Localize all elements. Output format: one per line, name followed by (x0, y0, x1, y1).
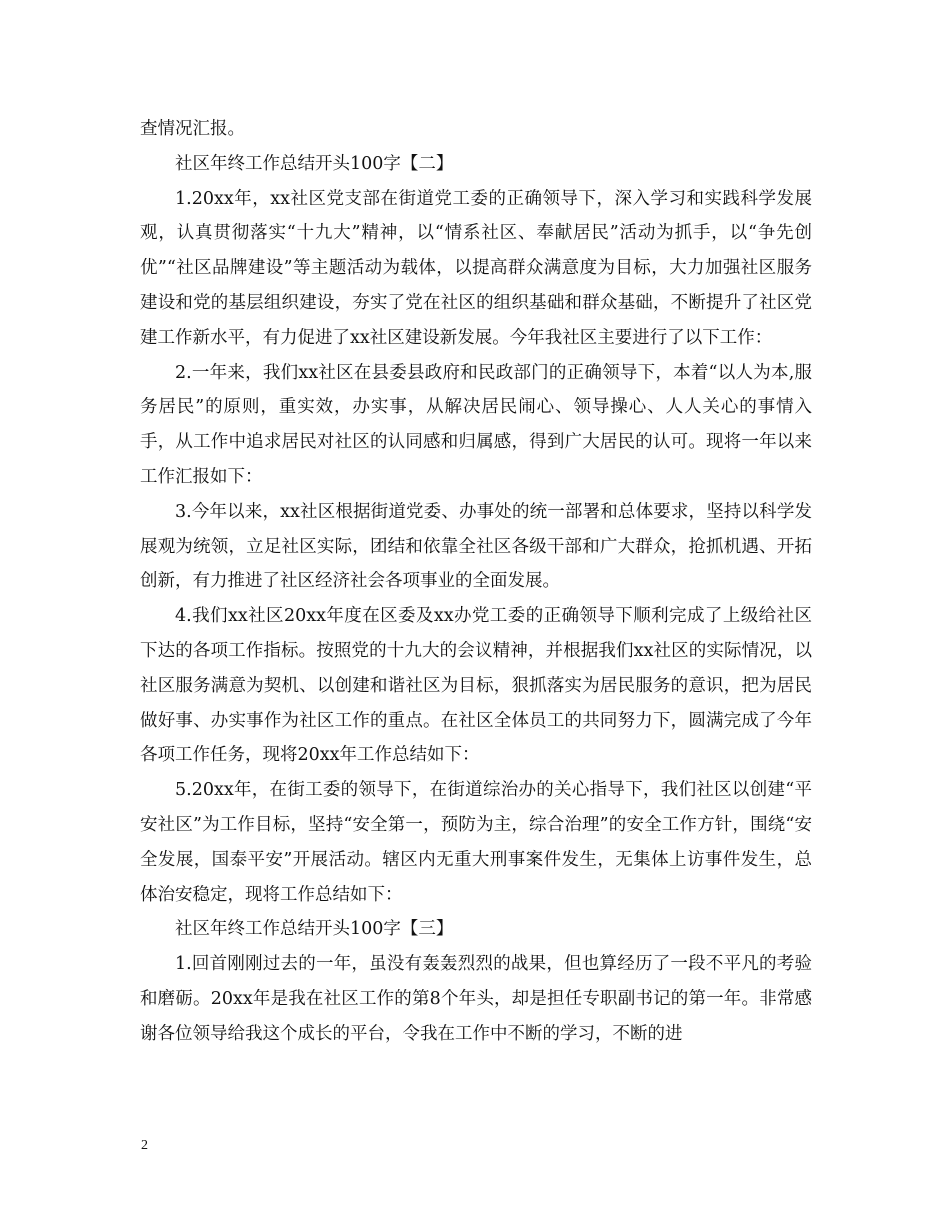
section-heading-2: 社区年终工作总结开头100字【二】 (175, 153, 454, 174)
section-heading-3: 社区年终工作总结开头100字【三】 (175, 919, 454, 940)
paragraph: 1.回首刚刚过去的一年，虽没有轰轰烈烈的战果，但也算经历了一段不平凡的考验和磨砺。20xx年是我在社区工作的第8个年头，却是担任专职副书记的第一年。非常感谢各位领导给我这个成长的平台，令我在工作中不断的学习，不断的进 (140, 954, 812, 1044)
paragraph: 1.20xx年，xx社区党支部在街道党工委的正确领导下，深入学习和实践科学发展观，认真贯彻落实“十九大”精神，以“情系社区、奉献居民”活动为抓手，以“争先创优”“社区品牌建设”等主题活动为载体，以提高群众满意度为目标，大力加强社区服务建设和党的基层组织建设，夯实了党在社区的组织基础和群众基础，不断提升了社区党建工作新水平，有力促进了xx社区建设新发展。今年我社区主要进行了以下工作： (140, 188, 812, 348)
paragraph: 5.20xx年，在街工委的领导下，在街道综治办的关心指导下，我们社区以创建“平安社区”为工作目标，坚持“安全第一，预防为主，综合治理”的安全工作方针，围绕“安全发展，国泰平安”开展活动。辖区内无重大刑事案件发生，无集体上访事件发生，总体治安稳定，现将工作总结如下： (140, 780, 812, 905)
paragraph: 4.我们xx社区20xx年度在区委及xx办党工委的正确领导下顺利完成了上级给社区下达的各项工作指标。按照党的十九大的会议精神，并根据我们xx社区的实际情况，以社区服务满意为契机、以创建和谐社区为目标，狠抓落实为居民服务的意识，把为居民做好事、办实事作为社区工作的重点。在社区全体员工的共同努力下，圆满完成了今年各项工作任务，现将20xx年工作总结如下： (140, 606, 812, 766)
document-body (140, 112, 812, 1052)
paragraph-continuation: 查情况汇报。 (140, 119, 245, 139)
page-number: 2 (141, 1138, 148, 1153)
paragraph: 3.今年以来，xx社区根据街道党委、办事处的统一部署和总体要求，坚持以科学发展观为统领，立足社区实际，团结和依靠全社区各级干部和广大群众，抢抓机遇、开拓创新，有力推进了社区经济社会各项事业的全面发展。 (140, 501, 812, 592)
paragraph: 2.一年来，我们xx社区在县委县政府和民政部门的正确领导下，本着“以人为本,服务居民”的原则，重实效，办实事，从解决居民闹心、领导操心、人人关心的事情入手，从工作中追求居民对社区的认同感和归属感，得到广大居民的认可。现将一年以来工作汇报如下： (140, 362, 812, 487)
